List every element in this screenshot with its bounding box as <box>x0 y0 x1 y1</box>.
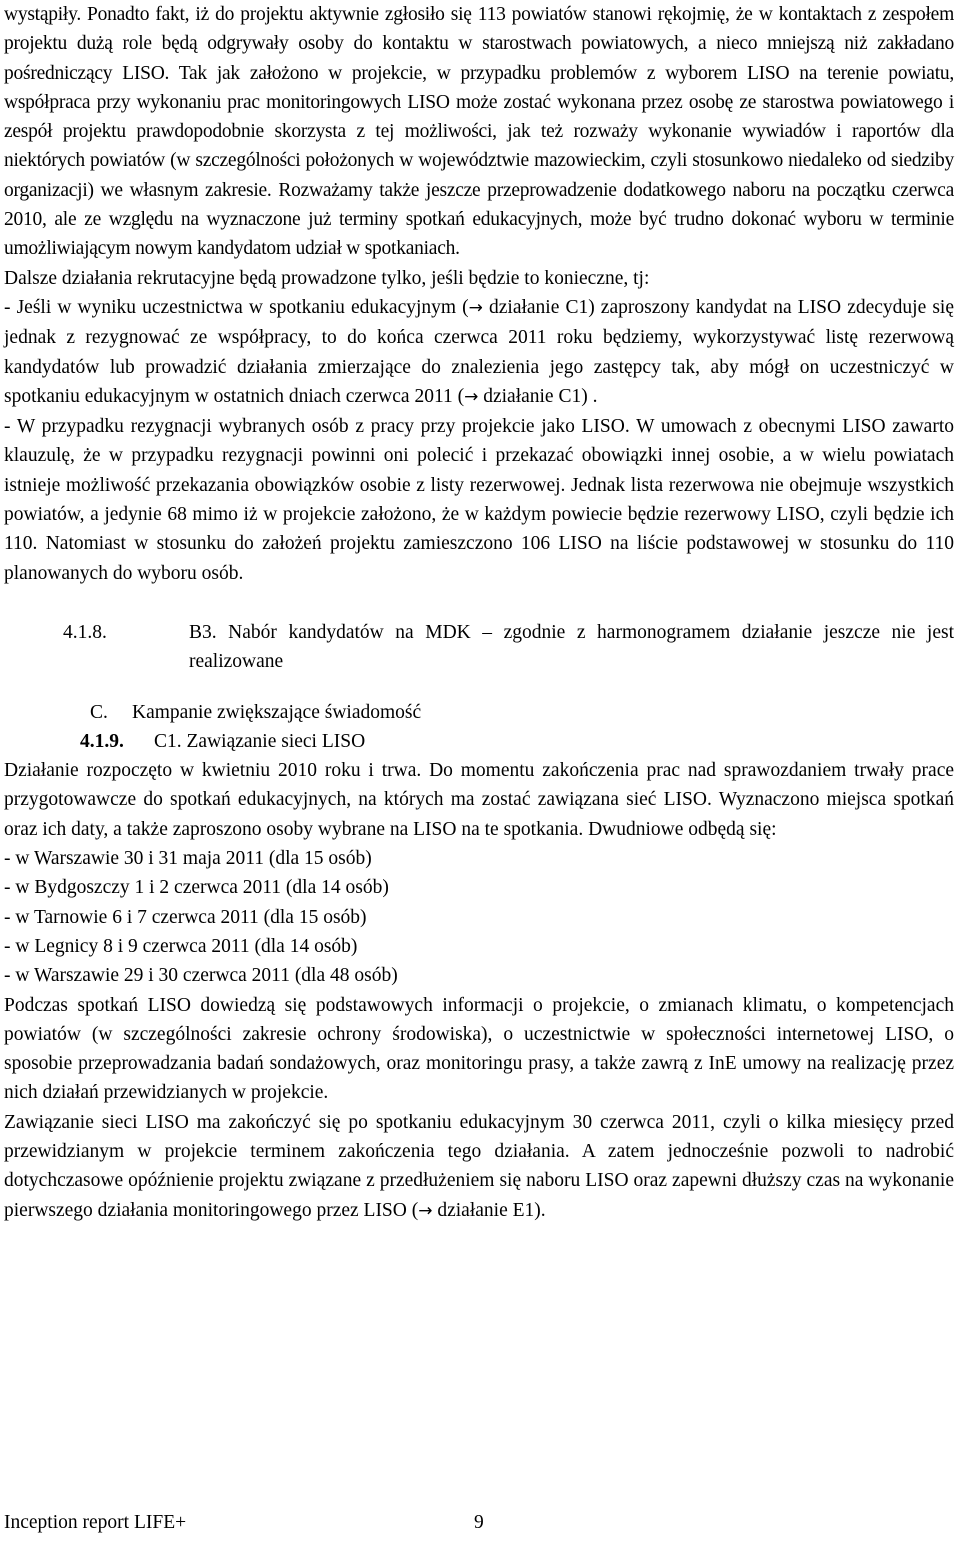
paragraph-resignation-from-work: - W przypadku rezygnacji wybranych osób z pracy przy projekcie jako LISO. W umowach z obecnymi LISO zawarto klauzulę, że w przypadku rezygnacji powinni oni polecić i przekazać obowiązki innej osobie, a w wielu powiatach istnieje możliwość przekazania obowiązków osobie z listy rezerwowej. Jednak lista rezerwowa nie obejmuje wszystkich powiatów, a jedynie 68 mimo iż w projekcie założono, że w każdym powiecie będzie rezerwowy LISO, czyli będzie ich 110. Natomiast w stosunku do założeń projektu zamieszczono 106 LISO na liście podstawowej w stosunku do 110 planowanych do wyboru osób. <box>4 416 954 584</box>
paragraph-resignation-after-meeting <box>4 293 954 412</box>
text-segment: działanie C1) . <box>478 385 598 407</box>
text-segment: działanie C1) zaproszony kandydat na LISO zdecyduje się jednak z rezygnować ze współpracy, to do końca czerwca 2011 roku będziemy, wykorzystywać listę rezerwową kandydatów lub prowadzić działania zmierzające do znalezienia jego zastępcy tak, aby mógł on uczestniczyć w spotkaniu edukacyjnym w ostatnich dniach czerwca 2011 ( <box>4 296 954 407</box>
section-letter: C. <box>90 701 108 723</box>
list-item-meeting: - w Warszawie 29 i 30 czerwca 2011 (dla 48 osób) <box>4 965 398 987</box>
paragraph-network-completion <box>4 1108 954 1226</box>
list-item-meeting: - w Legnicy 8 i 9 czerwca 2011 (dla 14 osób) <box>4 935 358 957</box>
paragraph-recruitment-status: wystąpiły. Ponadto fakt, iż do projektu aktywnie zgłosiło się 113 powiatów stanowi rękojmię, że w kontaktach z zespołem projektu dużą role będą odgrywały osoby do kontaktu w starostwach powiatowych, a nieco mniejszą niż zakładano pośredniczący LISO. Tak jak założono w projekcie, w przypadku problemów z wyborem LISO na terenie powiatu, współpraca przy wykonaniu prac monitoringowych LISO może zostać wykonana przez osobę ze starostwa powiatowego i zespół projektu prawdopodobnie skorzysta z tej możliwości, jak też rozważy wykonanie wywiadów i raportów dla niektórych powiatów (w szczególności położonych w województwie mazowieckim, czyli stosunkowo niedaleko od siedziby organizacji) we własnym zakresie. Rozważamy także jeszcze przeprowadzenie dodatkowego naboru na początku czerwca 2010, ale ze względu na wyznaczone już terminy spotkań edukacyjnych, może być trudno dokonać wyboru w terminie umożliwiającym nowym kandydatom udział w spotkaniach. <box>4 4 954 260</box>
list-item-meeting: - w Bydgoszczy 1 i 2 czerwca 2011 (dla 14 osób) <box>4 877 389 899</box>
list-item-meeting: - w Tarnowie 6 i 7 czerwca 2011 (dla 15 osób) <box>4 906 367 928</box>
footer-title: Inception report LIFE+ <box>4 1512 187 1533</box>
section-heading-4-1-8 <box>4 618 954 677</box>
text-segment: działanie E1). <box>432 1199 546 1221</box>
arrow-right-icon: → <box>464 386 479 407</box>
section-title: C1. Zawiązanie sieci LISO <box>154 730 366 752</box>
section-number: 4.1.9. <box>80 730 124 752</box>
section-number: 4.1.8. <box>63 621 107 643</box>
document-page <box>4 0 954 1226</box>
text-segment: Zawiązanie sieci LISO ma zakończyć się po spotkaniu edukacyjnym 30 czerwca 2011, czyli o kilka miesięcy przed przewidzianym w projekcie terminem zakończenia tego działania. A zatem jednocześnie pozwoli to nadrobić dotychczasowe opóźnienie projektu związane z przedłużeniem się naboru LISO oraz zapewni dłuższy czas na wykonanie pierwszego działania monitoringowego przez LISO ( <box>4 1111 954 1221</box>
paragraph-meeting-content: Podczas spotkań LISO dowiedzą się podstawowych informacji o projekcie, o zmianach klimatu, o kompetencjach powiatów (w szczególności zakresie ochrony środowiska), o uczestnictwie w społeczności internetowej LISO, o sposobie przeprowadzania badań sondażowych, oraz monitoringu prasy, a także zawrą z InE umowy na realizację przez nich działań przewidzianych w projekcie. <box>4 994 954 1104</box>
section-title: Kampanie zwiększające świadomość <box>132 701 422 723</box>
arrow-right-icon: → <box>468 297 483 318</box>
page-footer <box>4 1511 484 1535</box>
paragraph-further-actions-intro: Dalsze działania rekrutacyjne będą prowadzone tylko, jeśli będzie to konieczne, tj: <box>4 267 650 289</box>
section-title: B3. Nabór kandydatów na MDK – zgodnie z harmonogramem działanie jeszcze nie jest realizowane <box>189 621 954 673</box>
list-item-meeting: - w Warszawie 30 i 31 maja 2011 (dla 15 osób) <box>4 848 372 870</box>
page-number: 9 <box>474 1512 484 1533</box>
text-segment: - Jeśli w wyniku uczestnictwa w spotkaniu edukacyjnym ( <box>4 296 469 318</box>
section-heading-c <box>4 698 954 727</box>
section-heading-4-1-9 <box>4 727 954 756</box>
arrow-right-icon: → <box>418 1200 433 1221</box>
paragraph-network-started: Działanie rozpoczęto w kwietniu 2010 roku i trwa. Do momentu zakończenia prac nad sprawozdaniem trwały prace przygotowawcze do spotkań edukacyjnych, na których ma zostać zawiązana sieć LISO. Wyznaczono miejsca spotkań oraz ich daty, a także zaproszono osoby wybrane na LISO na te spotkania. Dwudniowe odbędą się: <box>4 760 954 840</box>
